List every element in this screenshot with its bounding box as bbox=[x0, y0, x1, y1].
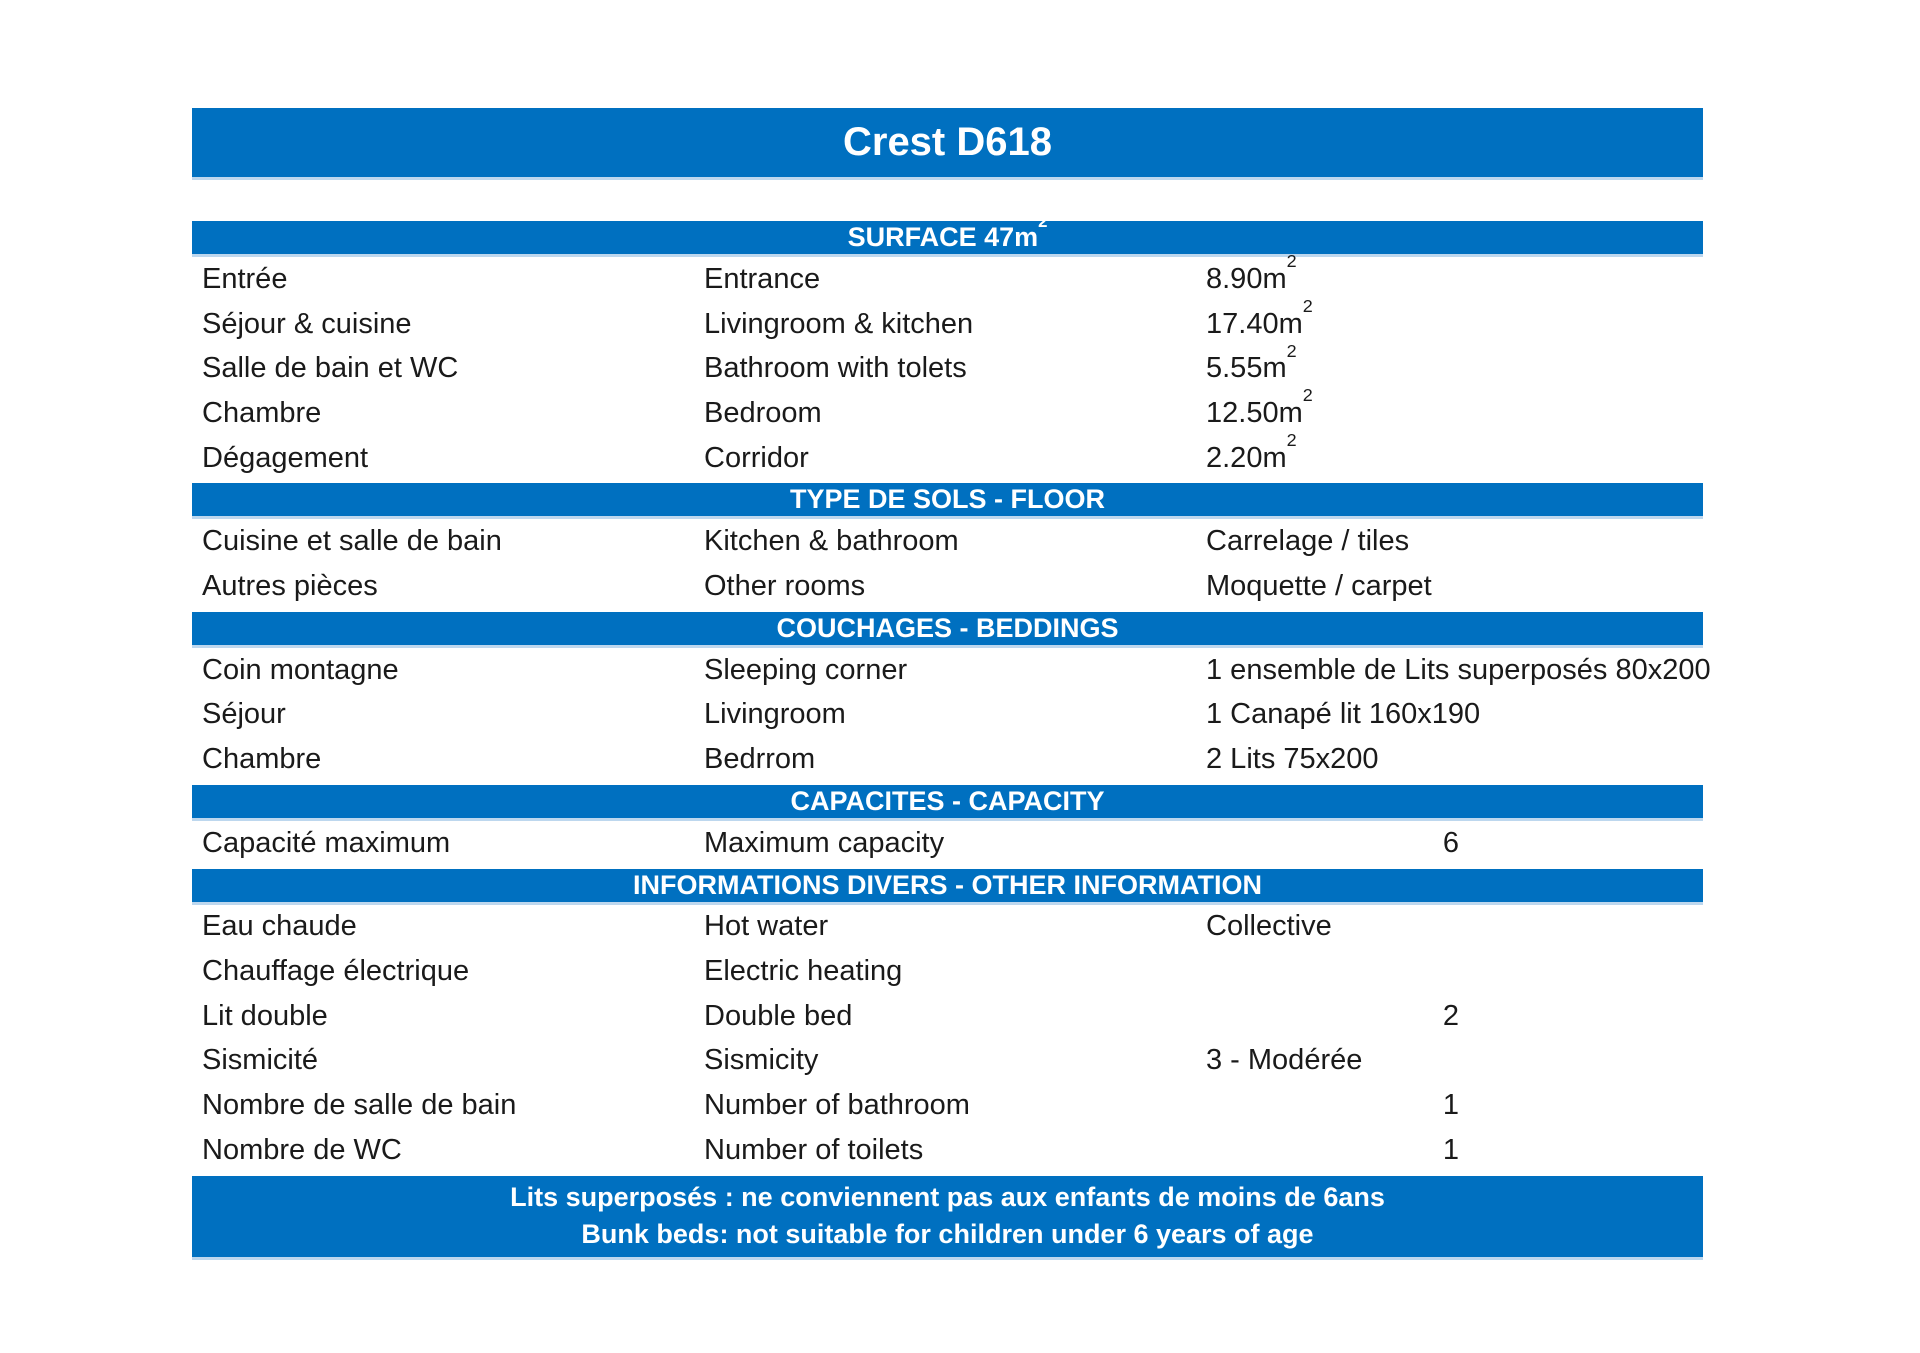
table-row bbox=[192, 994, 1703, 1039]
table-row bbox=[192, 949, 1703, 994]
row-label-en: Livingroom bbox=[704, 698, 846, 731]
row-label-fr: Dégagement bbox=[202, 441, 369, 474]
table-row bbox=[192, 519, 1703, 564]
row-label-en: Number of bathroom bbox=[704, 1089, 970, 1122]
table-row bbox=[192, 251, 1703, 302]
superscript: 2 bbox=[1302, 296, 1313, 316]
row-label-en: Bedrrom bbox=[704, 743, 816, 776]
row-label-en: Hot water bbox=[704, 910, 829, 943]
row-value: $17.40m^2$ bbox=[1206, 296, 1313, 340]
row-value: 3 - Modérée bbox=[1206, 1044, 1363, 1077]
superscript: 2 bbox=[1286, 430, 1297, 451]
table-row bbox=[192, 1083, 1703, 1128]
table-row bbox=[192, 821, 1703, 866]
superscript: 2 bbox=[1286, 251, 1297, 272]
row-number: 2 bbox=[1442, 999, 1460, 1032]
row-label-fr: Sismicité bbox=[202, 1044, 319, 1077]
row-value: 2 Lits 75x200 bbox=[1206, 743, 1379, 776]
superscript: 2 bbox=[1286, 340, 1297, 361]
row-label-en: Bedroom bbox=[704, 396, 822, 429]
table-row bbox=[192, 564, 1703, 609]
footer-note bbox=[192, 1176, 1703, 1260]
section-title: SURFACE $47m^2$ bbox=[847, 211, 1048, 252]
row-label-fr: Chauffage électrique bbox=[202, 955, 470, 988]
row-label-en: Livingroom & kitchen bbox=[704, 307, 974, 340]
row-label-en: Sismicity bbox=[704, 1044, 819, 1077]
page-title: Crest D618 bbox=[842, 120, 1052, 164]
section-title: INFORMATIONS DIVERS - OTHER INFORMATION bbox=[633, 869, 1262, 900]
section-header-other-information bbox=[192, 869, 1703, 905]
table-row bbox=[192, 693, 1703, 738]
row-label-en: Electric heating bbox=[704, 955, 903, 988]
row-label-fr: Cuisine et salle de bain bbox=[202, 525, 502, 558]
row-label-fr: Eau chaude bbox=[202, 910, 357, 943]
row-label-fr: Lit double bbox=[202, 999, 328, 1032]
row-label-fr: Autres pièces bbox=[202, 569, 378, 602]
footer-note-en: Bunk beds: not suitable for children under 6 years of age bbox=[581, 1219, 1314, 1250]
row-value: Moquette / carpet bbox=[1206, 569, 1432, 602]
table-row bbox=[192, 648, 1711, 693]
row-label-en: Bathroom with tolets bbox=[704, 352, 967, 385]
row-label-en: Kitchen & bathroom bbox=[704, 525, 959, 558]
table-row bbox=[192, 385, 1703, 436]
section-header-beddings bbox=[192, 612, 1703, 648]
table-row bbox=[192, 1128, 1703, 1173]
table-row bbox=[192, 737, 1703, 782]
row-label-en: Maximum capacity bbox=[704, 826, 945, 859]
row-label-fr: Salle de bain et WC bbox=[202, 352, 459, 385]
footer-note-fr: Lits superposés : ne conviennent pas aux enfants de moins de 6ans bbox=[510, 1182, 1385, 1213]
row-number: 1 bbox=[1442, 1133, 1460, 1166]
row-label-fr: Chambre bbox=[202, 396, 322, 429]
row-label-fr: Nombre de WC bbox=[202, 1133, 402, 1166]
row-label-fr: Séjour & cuisine bbox=[202, 307, 412, 340]
row-value: $5.55m^2$ bbox=[1206, 340, 1297, 385]
row-value: 1 Canapé lit 160x190 bbox=[1206, 698, 1481, 731]
section-header-surface bbox=[192, 211, 1703, 257]
section-title: CAPACITES - CAPACITY bbox=[790, 785, 1105, 816]
section-header-capacity bbox=[192, 785, 1703, 821]
section-title: COUCHAGES - BEDDINGS bbox=[776, 612, 1119, 643]
row-label-fr: Entrée bbox=[202, 262, 288, 295]
superscript: 2 bbox=[1302, 385, 1313, 406]
row-label-fr: Chambre bbox=[202, 743, 322, 776]
table-row bbox=[192, 296, 1703, 347]
row-label-fr: Nombre de salle de bain bbox=[202, 1089, 517, 1122]
row-label-en: Sleeping corner bbox=[704, 653, 908, 686]
superscript: 2 bbox=[1038, 211, 1048, 231]
row-label-en: Double bed bbox=[704, 999, 853, 1032]
row-number: 6 bbox=[1442, 826, 1460, 859]
row-label-fr: Coin montagne bbox=[202, 653, 399, 686]
section-header-floor bbox=[192, 483, 1703, 519]
row-value: Collective bbox=[1206, 910, 1332, 943]
section-title: TYPE DE SOLS - FLOOR bbox=[789, 484, 1106, 515]
row-label-en: Corridor bbox=[704, 441, 809, 474]
row-value: $8.90m^2$ bbox=[1206, 251, 1297, 295]
row-value: Carrelage / tiles bbox=[1206, 525, 1410, 558]
table-row bbox=[192, 1039, 1703, 1084]
row-label-en: Number of toilets bbox=[704, 1133, 924, 1166]
row-label-en: Other rooms bbox=[704, 569, 866, 602]
row-label-en: Entrance bbox=[704, 262, 821, 295]
table-row bbox=[192, 430, 1703, 481]
title-bar bbox=[192, 108, 1703, 180]
row-value: 1 ensemble de Lits superposés 80x200 bbox=[1206, 653, 1711, 686]
row-value: $12.50m^2$ bbox=[1206, 385, 1313, 429]
table-row bbox=[192, 905, 1703, 950]
row-number: 1 bbox=[1442, 1089, 1460, 1122]
row-value: $2.20m^2$ bbox=[1206, 430, 1297, 474]
row-label-fr: Séjour bbox=[202, 698, 286, 731]
table-row bbox=[192, 340, 1703, 391]
row-label-fr: Capacité maximum bbox=[202, 826, 451, 859]
property-spec-sheet bbox=[192, 108, 1711, 1260]
